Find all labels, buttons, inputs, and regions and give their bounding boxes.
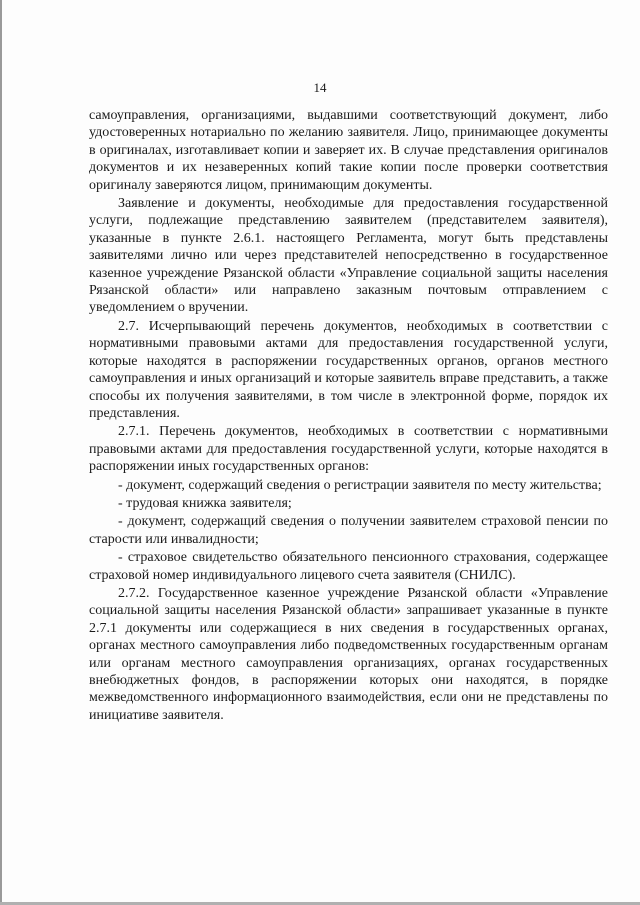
list-item-registration-document: - документ, содержащий сведения о регистрации заявителя по месту жительства; — [118, 477, 602, 493]
document-body — [89, 107, 608, 724]
list-item-employment-record: - трудовая книжка заявителя; — [118, 495, 292, 511]
list-item-snils: - страховое свидетельство обязательного пенсионного страхования, содержащее страховой номер индивидуального лицевого счета заявителя (СНИЛС). — [89, 550, 608, 583]
paragraph-submission-methods: Заявление и документы, необходимые для предоставления государственной услуги, подлежащие представлению заявителем (представителем заявителя), указанные в пункте 2.6.1. настоящего Регламента, могут быть представлены заявителями лично или через представителей непосредственно в государственное казенное учреждение Рязанской области «Управление социальной защиты населения Рязанской области» или направлено заказным почтовым отправлением с уведомлением о вручении. — [89, 196, 608, 316]
paragraph-section-2-7: 2.7. Исчерпывающий перечень документов, необходимых в соответствии с нормативными правовыми актами для предоставления государственной услуги, которые находятся в распоряжении государственных органов, органов местного самоуправления и иных организаций и которые заявитель вправе представить, а также способы их получения заявителями, в том числе в электронной форме, порядок их представления. — [89, 318, 608, 421]
paragraph-continuation: самоуправления, организациями, выдавшими соответствующий документ, либо удостоверенных нотариально по желанию заявителя. Лицо, принимающее документы в оригиналах, изготавливает копии и заверяет их. В случае представления оригиналов документов и их незаверенных копий такие копии после проверки соответствия оригиналу заверяются лицом, принимающим документы. — [89, 108, 608, 193]
scan-edge-left — [0, 0, 2, 905]
paragraph-section-2-7-1: 2.7.1. Перечень документов, необходимых в соответствии с нормативными правовыми актами для предоставления государственной услуги, которые находятся в распоряжении иных государственных органов: — [89, 424, 608, 475]
list-item-pension-document: - документ, содержащий сведения о получении заявителем страховой пенсии по старости или инвалидности; — [89, 514, 608, 547]
paragraph-section-2-7-2: 2.7.2. Государственное казенное учреждение Рязанской области «Управление социальной защиты населения Рязанской области» запрашивает указанные в пункте 2.7.1 документы или содержащиеся в них сведения в государственных органах, органах местного самоуправления либо подведомственных государственным органам или органам местного самоуправления организациях, органах государственных внебюджетных фондов, в распоряжении которых они находятся, в порядке межведомственного информационного взаимодействия, если они не представлены по инициативе заявителя. — [89, 585, 608, 723]
page-number: 14 — [313, 80, 327, 95]
